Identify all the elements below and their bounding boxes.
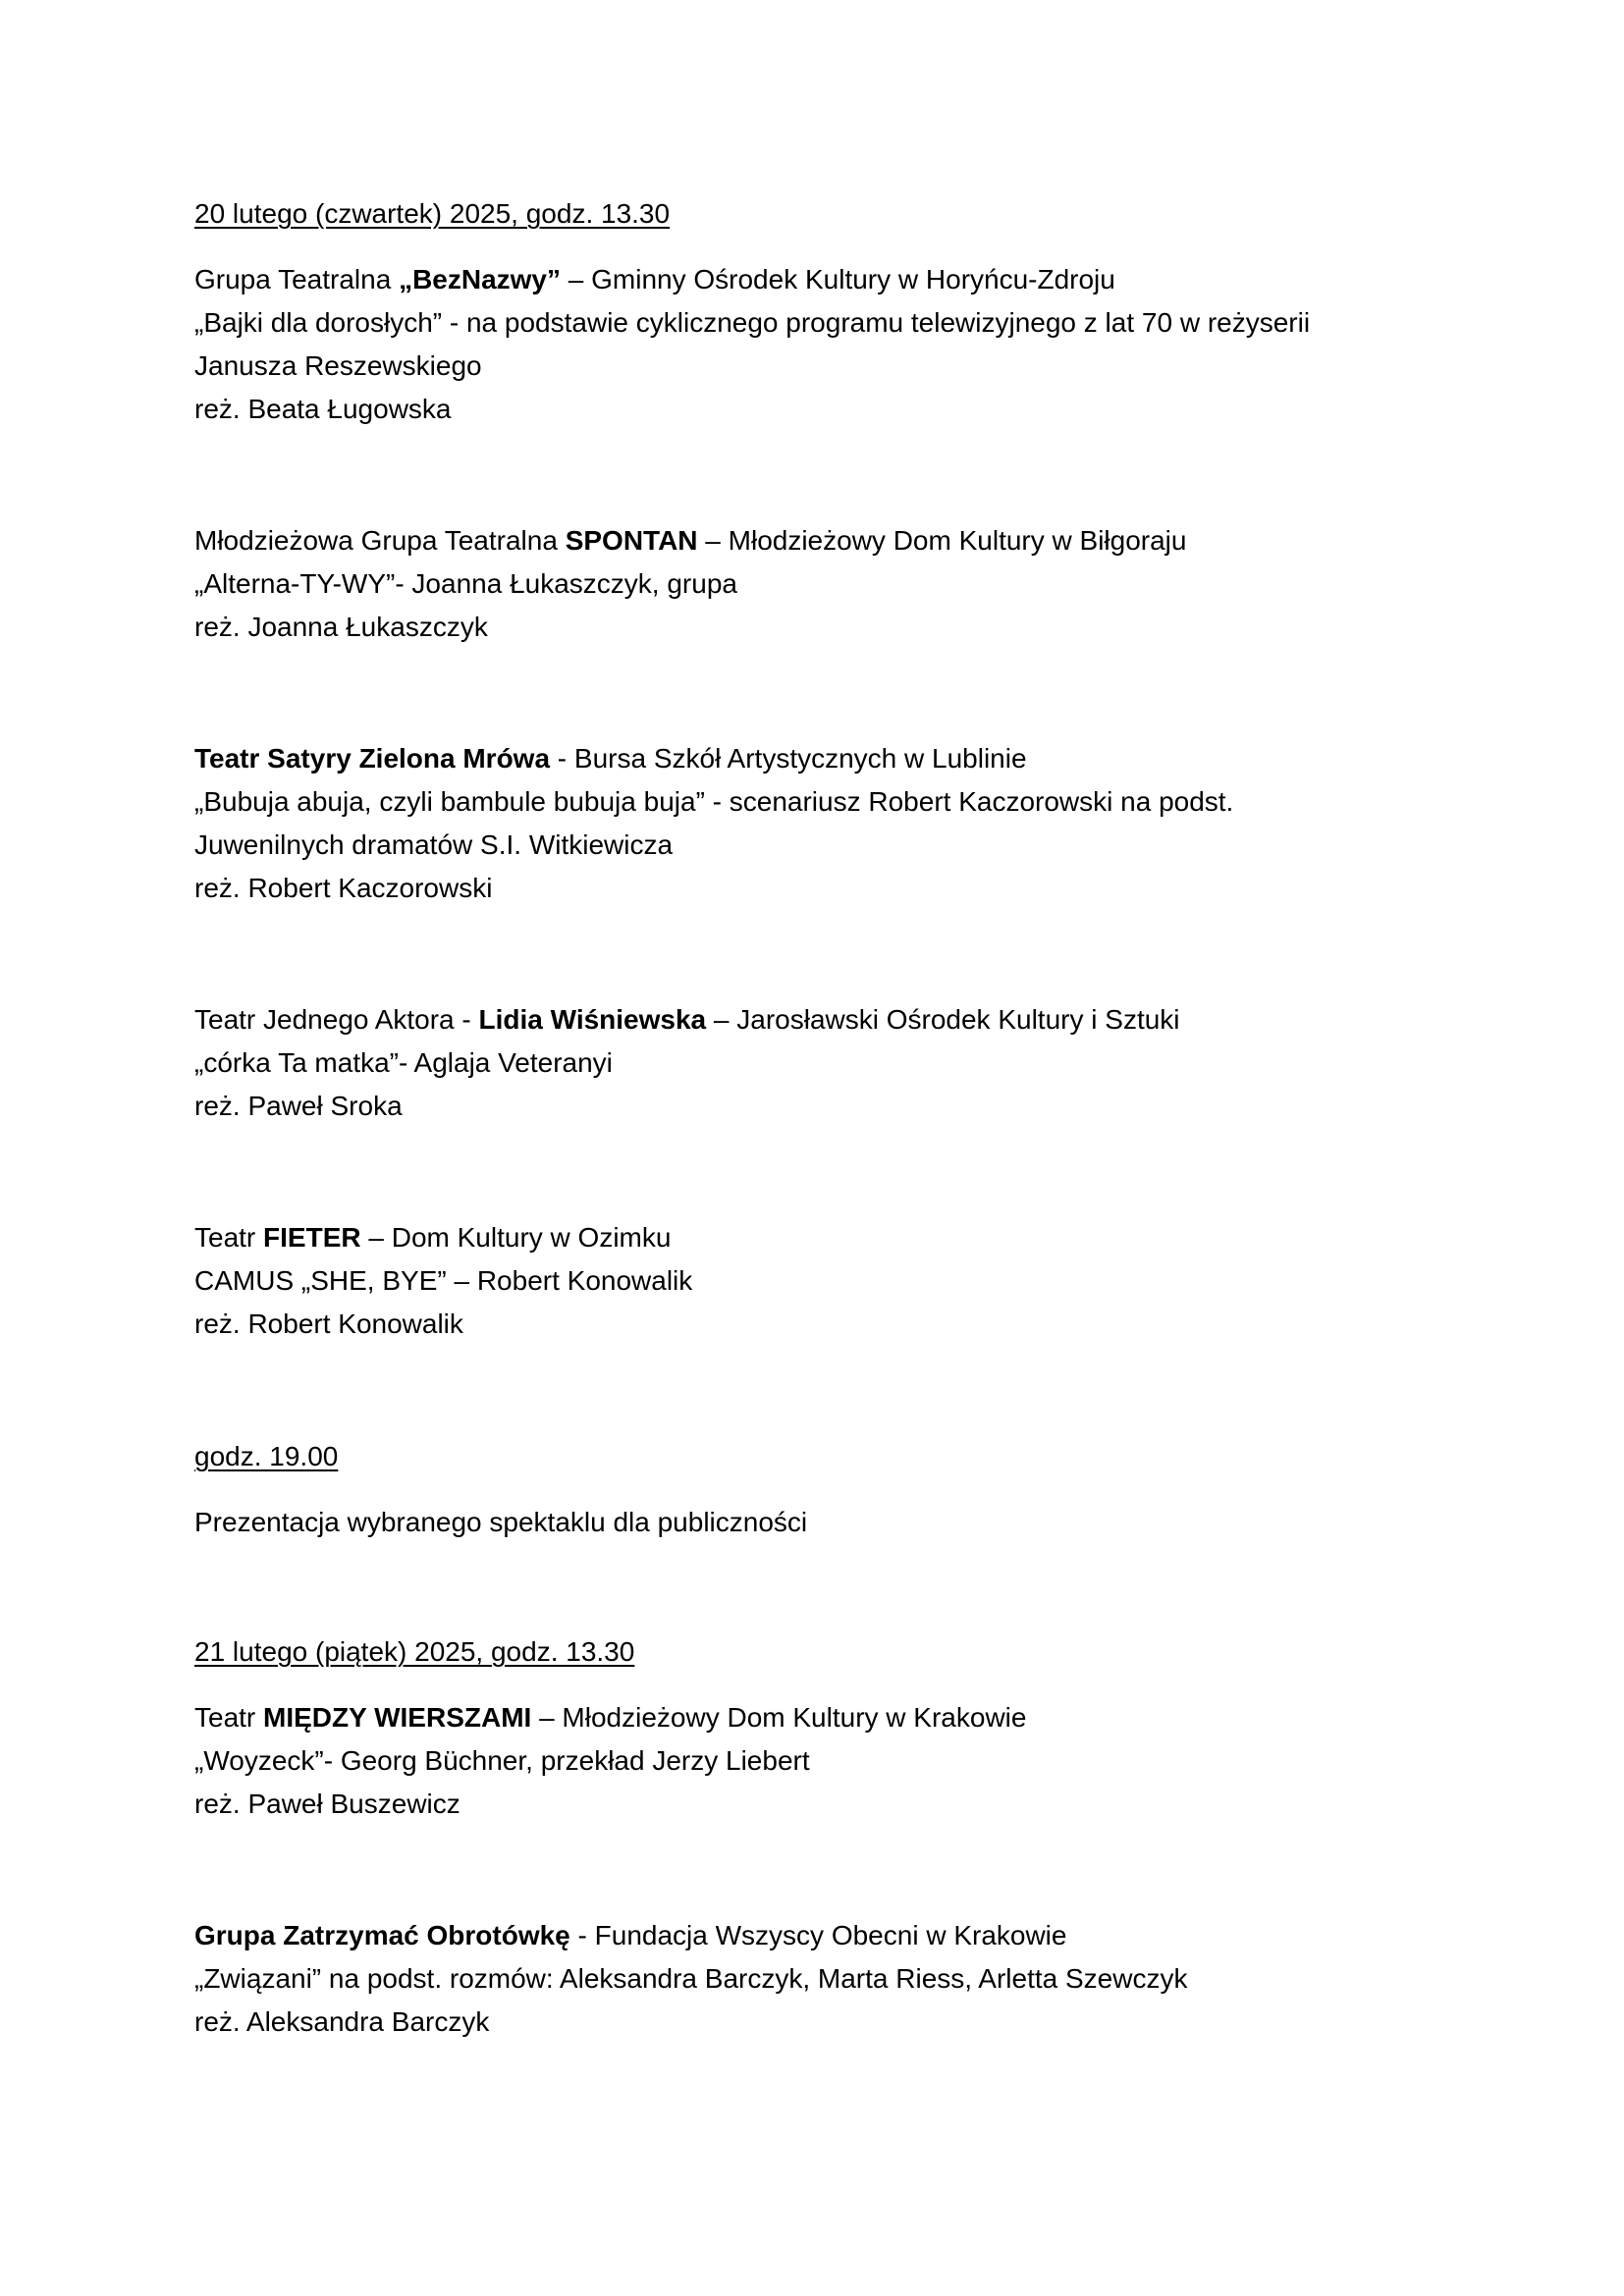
entry-title-line: „Bajki dla dorosłych” - na podstawie cyklicznego programu telewizyjnego z lat 70 w reżyserii <box>194 307 1311 338</box>
day1-heading-block <box>194 192 1471 236</box>
entry-title-line-cont: Juwenilnych dramatów S.I. Witkiewicza <box>194 829 674 860</box>
performance-entry-wisniewska <box>194 998 1471 1128</box>
day1-heading: 20 lutego (czwartek) 2025, godz. 13.30 <box>194 198 671 229</box>
performance-entry-zatrzymac-obrotowke <box>194 1914 1471 2044</box>
performance-entry-miedzy-wierszami <box>194 1696 1471 1826</box>
day2-heading: 21 lutego (piątek) 2025, godz. 13.30 <box>194 1636 635 1667</box>
entry-group-line: Teatr Jednego Aktora - Lidia Wiśniewska – Jarosławski Ośrodek Kultury i Sztuki <box>194 1004 1180 1035</box>
group-name: FIETER <box>263 1222 361 1253</box>
entry-group-line: Teatr MIĘDZY WIERSZAMI – Młodzieżowy Dom Kultury w Krakowie <box>194 1702 1027 1733</box>
entry-title-line: „córka Ta matka”- Aglaja Veteranyi <box>194 1047 613 1078</box>
entry-director-line: reż. Robert Kaczorowski <box>194 873 493 903</box>
evening-heading-block <box>194 1435 1471 1478</box>
group-name: Teatr Satyry Zielona Mrówa <box>194 743 551 774</box>
group-name: „BezNazwy” <box>399 264 561 294</box>
group-name: MIĘDZY WIERSZAMI <box>263 1702 532 1733</box>
entry-group-line: Grupa Zatrzymać Obrotówkę - Fundacja Wszyscy Obecni w Krakowie <box>194 1920 1067 1950</box>
entry-title-line: „Bubuja abuja, czyli bambule bubuja buja” - scenariusz Robert Kaczorowski na podst. <box>194 786 1234 817</box>
day2-heading-block <box>194 1630 1471 1674</box>
entry-director-line: reż. Robert Konowalik <box>194 1308 463 1339</box>
performance-entry-spontan <box>194 519 1471 649</box>
performance-entry-beznazwy <box>194 258 1471 431</box>
entry-group-line: Grupa Teatralna „BezNazwy” – Gminny Ośrodek Kultury w Horyńcu-Zdroju <box>194 264 1115 294</box>
evening-description-block <box>194 1501 1471 1544</box>
entry-group-line: Teatr FIETER – Dom Kultury w Ozimku <box>194 1222 672 1253</box>
entry-director-line: reż. Aleksandra Barczyk <box>194 2006 490 2037</box>
entry-title-line: „Związani” na podst. rozmów: Aleksandra Barczyk, Marta Riess, Arletta Szewczyk <box>194 1963 1188 1994</box>
evening-description: Prezentacja wybranego spektaklu dla publiczności <box>194 1507 808 1537</box>
entry-group-line: Młodzieżowa Grupa Teatralna SPONTAN – Młodzieżowy Dom Kultury w Biłgoraju <box>194 525 1187 556</box>
entry-director-line: reż. Paweł Sroka <box>194 1091 403 1121</box>
entry-title-line: „Alterna-TY-WY”- Joanna Łukaszczyk, grupa <box>194 568 737 599</box>
entry-director-line: reż. Joanna Łukaszczyk <box>194 612 488 642</box>
entry-group-line: Teatr Satyry Zielona Mrówa - Bursa Szkół Artystycznych w Lublinie <box>194 743 1027 774</box>
entry-title-line-cont: Janusza Reszewskiego <box>194 350 482 381</box>
group-name: Grupa Zatrzymać Obrotówkę <box>194 1920 570 1950</box>
entry-director-line: reż. Paweł Buszewicz <box>194 1789 460 1819</box>
group-name: Lidia Wiśniewska <box>478 1004 707 1035</box>
performance-entry-zielona-mrowa <box>194 737 1471 910</box>
group-name: SPONTAN <box>565 525 698 556</box>
entry-title-line: „Woyzeck”- Georg Büchner, przekład Jerzy Liebert <box>194 1745 810 1776</box>
performance-entry-fieter <box>194 1216 1471 1346</box>
evening-heading: godz. 19.00 <box>194 1441 339 1471</box>
entry-title-line: CAMUS „SHE, BYE” – Robert Konowalik <box>194 1265 693 1296</box>
entry-director-line: reż. Beata Ługowska <box>194 394 452 424</box>
